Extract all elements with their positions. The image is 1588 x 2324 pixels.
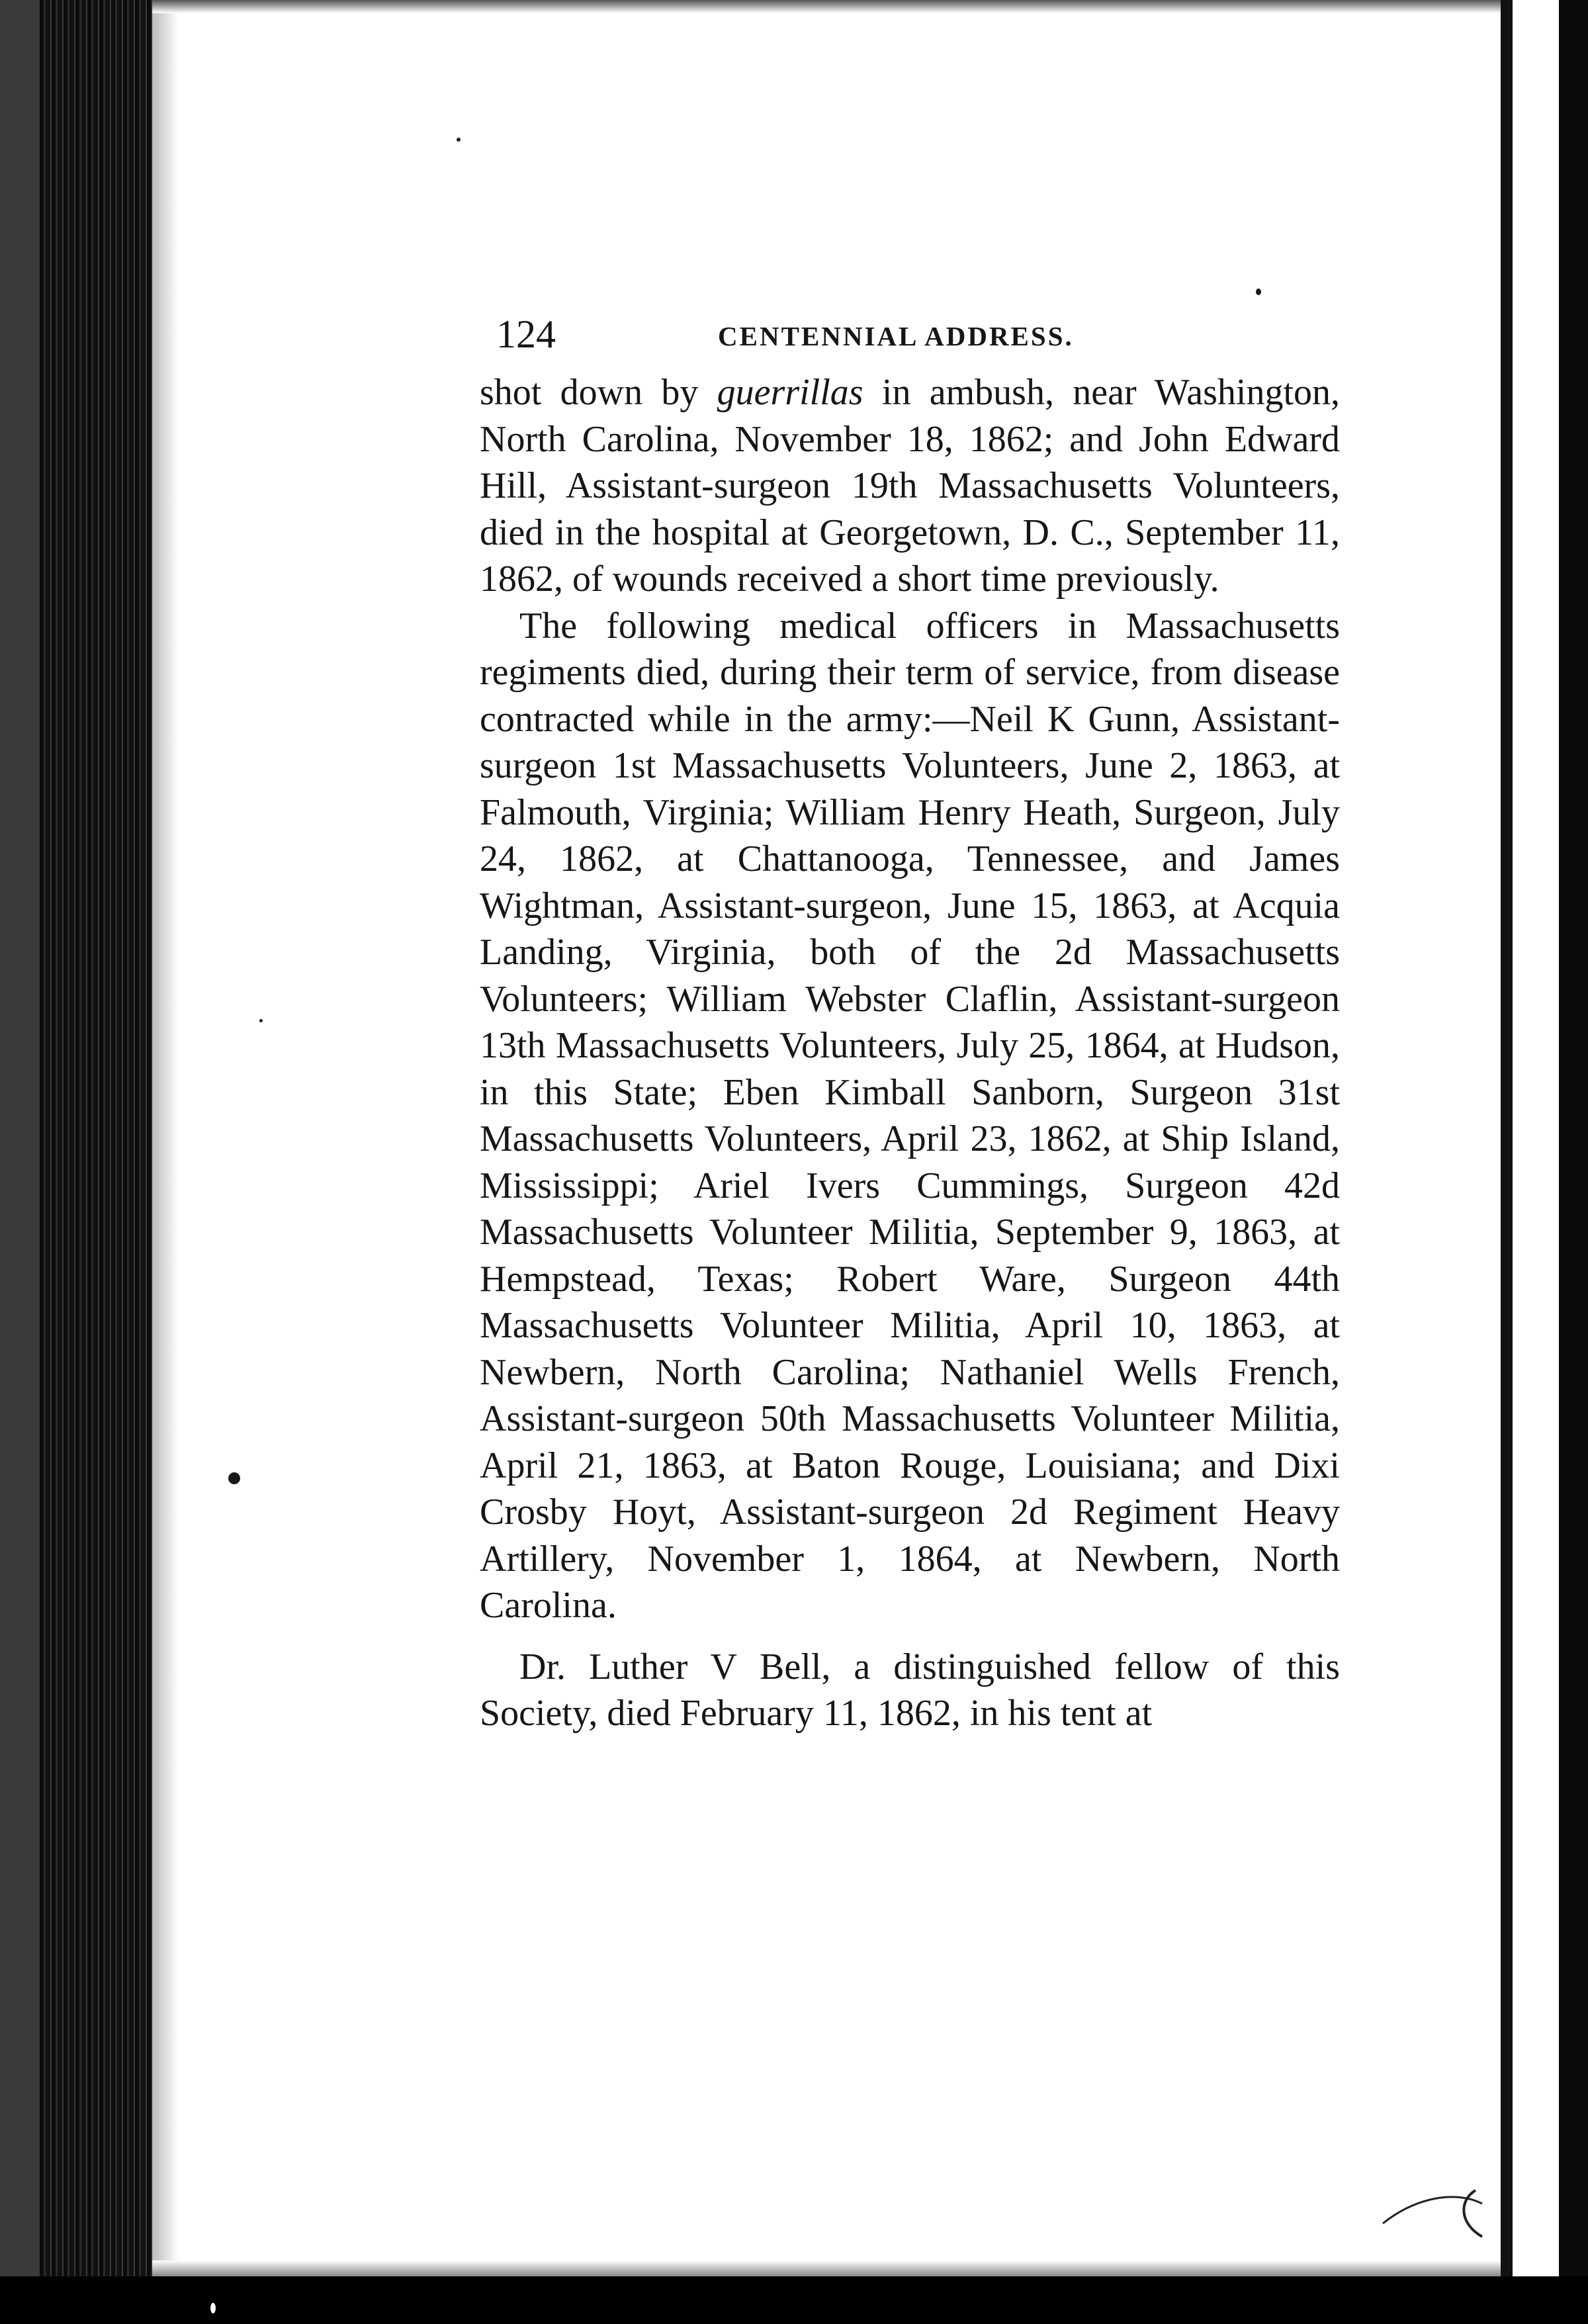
page-number: 124	[496, 312, 556, 356]
page-curl-mark	[1376, 2177, 1495, 2250]
right-gutter	[1501, 0, 1513, 2324]
page-top-edge	[152, 0, 1509, 13]
page-bottom-edge	[152, 2260, 1501, 2276]
paragraph-continued	[480, 369, 1340, 603]
page-gutter-shadow	[152, 0, 179, 2324]
ink-speck	[457, 138, 461, 142]
left-scan-edge	[0, 0, 40, 2324]
paragraph-luther-bell: Dr. Luther V Bell, a distinguished fellow of this Society, died February 11, 1862, in his tent at	[480, 1646, 1340, 1734]
ink-speck	[259, 1019, 263, 1022]
paragraph-1-italic: guerrillas	[717, 372, 863, 413]
text-block	[480, 311, 1340, 1737]
right-scan-edge	[1559, 0, 1588, 2324]
ink-speck	[1256, 289, 1261, 295]
paragraph-medical-officers: The following medical officers in Massachusetts regiments died, during their term of service, from disease contracted while in the army:—Neil K Gunn, Assistant-surgeon 1st Massachusetts Volunteers, June 2, 1863, at Falmouth, Virginia; William Henry Heath, Surgeon, July 24, 1862, at Chattanooga, Tennessee, and James Wightman, Assistant-surgeon, June 15, 1863, at Acquia Landing, Virginia, both of the 2d Massachusetts Volunteers; William Webster Claflin, Assistant-surgeon 13th Massachusetts Volunteers, July 25, 1864, at Hudson, in this State; Eben Kimball Sanborn, Surgeon 31st Massachusetts Volunteers, April 23, 1862, at Ship Island, Mississippi; Ariel Ivers Cummings, Surgeon 42d Massachusetts Volunteer Militia, September 9, 1863, at Hempstead, Texas; Robert Ware, Surgeon 44th Massachusetts Volunteer Militia, April 10, 1863, at Newbern, North Carolina; Nathaniel Wells French, Assistant-surgeon 50th Massachusetts Volunteer Militia, April 21, 1863, at Baton Rouge, Louisiana; and Dixi Crosby Hoyt, Assistant-surgeon 2d Regiment Heavy Artillery, November 1, 1864, at Newbern, North Carolina.	[480, 605, 1340, 1626]
facing-page-sliver	[1513, 0, 1559, 2324]
paragraph-1-rest: in ambush, near Washington, North Carolina, November 18, 1862; and John Edward Hill, Assistant-surgeon 19th Massachusetts Volunteers, died in the hospital at Georgetown, D. C., September 11, 1862, of wounds received a short time previously.	[480, 372, 1341, 600]
page-header	[480, 311, 1340, 357]
bottom-scan-edge	[0, 2276, 1588, 2324]
ink-speck	[228, 1472, 240, 1484]
paragraph-1-start: shot down by	[480, 372, 717, 413]
ink-speck	[210, 2303, 216, 2313]
book-spine	[40, 0, 152, 2324]
running-title: CENTENNIAL ADDRESS.	[718, 321, 1074, 351]
